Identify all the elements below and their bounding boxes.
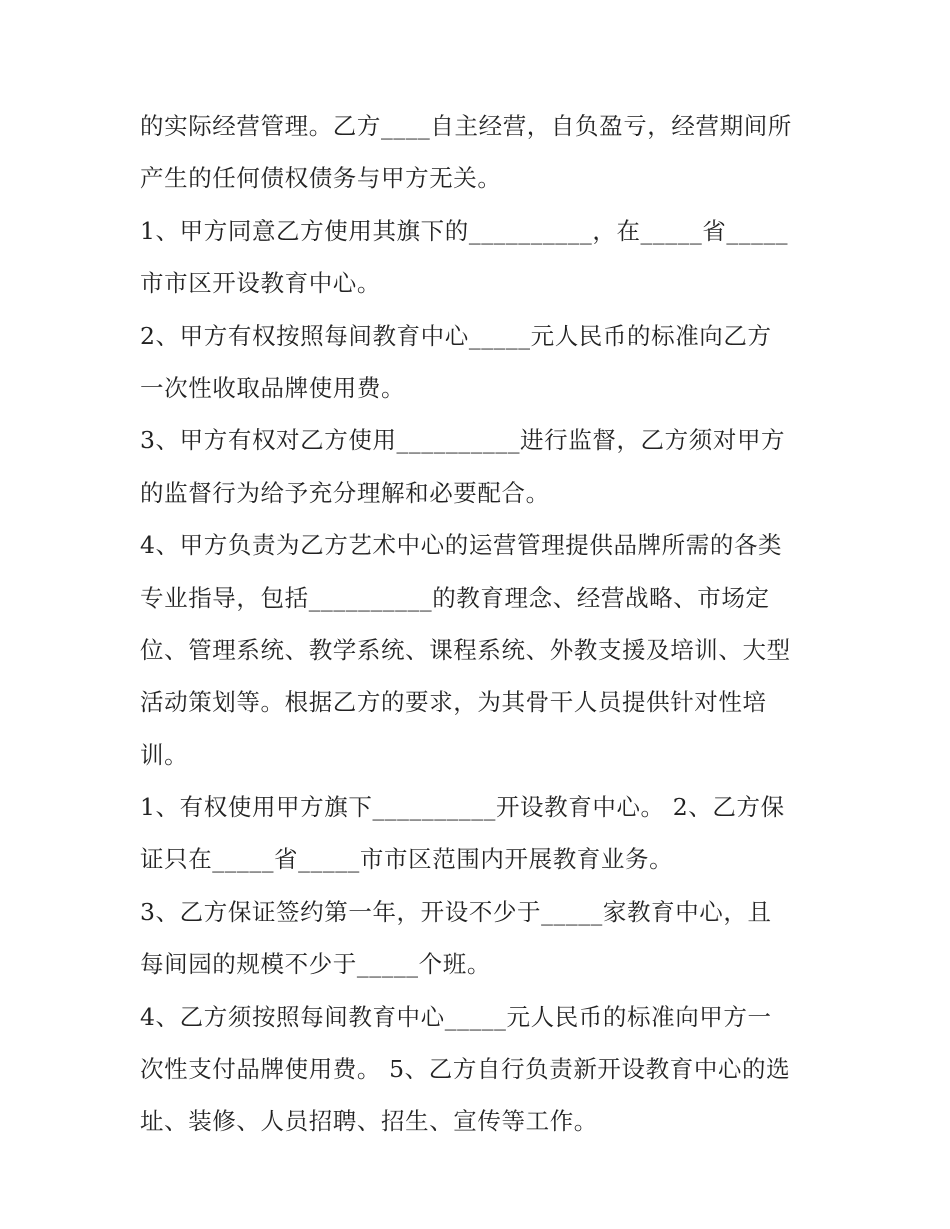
text-line: 4、乙方须按照每间教育中心_____元人民币的标准向甲方一 — [140, 1002, 772, 1031]
text-line: 1、有权使用甲方旗下__________开设教育中心。 2、乙方保 — [140, 793, 785, 822]
text-line: 产生的任何债权债务与甲方无关。 — [140, 164, 502, 193]
text-line: 的监督行为给予充分理解和必要配合。 — [140, 478, 550, 507]
document-body — [140, 100, 820, 1148]
text-line: 证只在_____省_____市市区范围内开展教育业务。 — [140, 845, 674, 874]
text-line: 1、甲方同意乙方使用其旗下的__________，在_____省_____ — [140, 216, 789, 245]
text-line: 一次性收取品牌使用费。 — [140, 373, 406, 402]
text-line: 3、甲方有权对乙方使用__________进行监督，乙方须对甲方 — [140, 426, 786, 455]
text-line: 4、甲方负责为乙方艺术中心的运营管理提供品牌所需的各类 — [140, 531, 783, 560]
text-line: 专业指导，包括__________的教育理念、经营战略、市场定 — [140, 583, 770, 612]
text-line: 位、管理系统、教学系统、课程系统、外教支援及培训、大型 — [140, 635, 791, 664]
text-line: 市市区开设教育中心。 — [140, 269, 381, 298]
text-line: 活动策划等。根据乙方的要求，为其骨干人员提供针对性培 — [140, 688, 767, 717]
text-line: 次性支付品牌使用费。 5、乙方自行负责新开设教育中心的选 — [140, 1055, 791, 1084]
text-line: 训。 — [140, 740, 189, 769]
text-line: 2、甲方有权按照每间教育中心_____元人民币的标准向乙方 — [140, 321, 772, 350]
text-line: 址、装修、人员招聘、招生、宣传等工作。 — [140, 1107, 598, 1136]
text-line: 的实际经营管理。乙方____自主经营，自负盈亏，经营期间所 — [140, 112, 792, 140]
text-line: 每间园的规模不少于_____个班。 — [140, 950, 491, 979]
text-line: 3、乙方保证签约第一年，开设不少于_____家教育中心，且 — [140, 897, 772, 926]
